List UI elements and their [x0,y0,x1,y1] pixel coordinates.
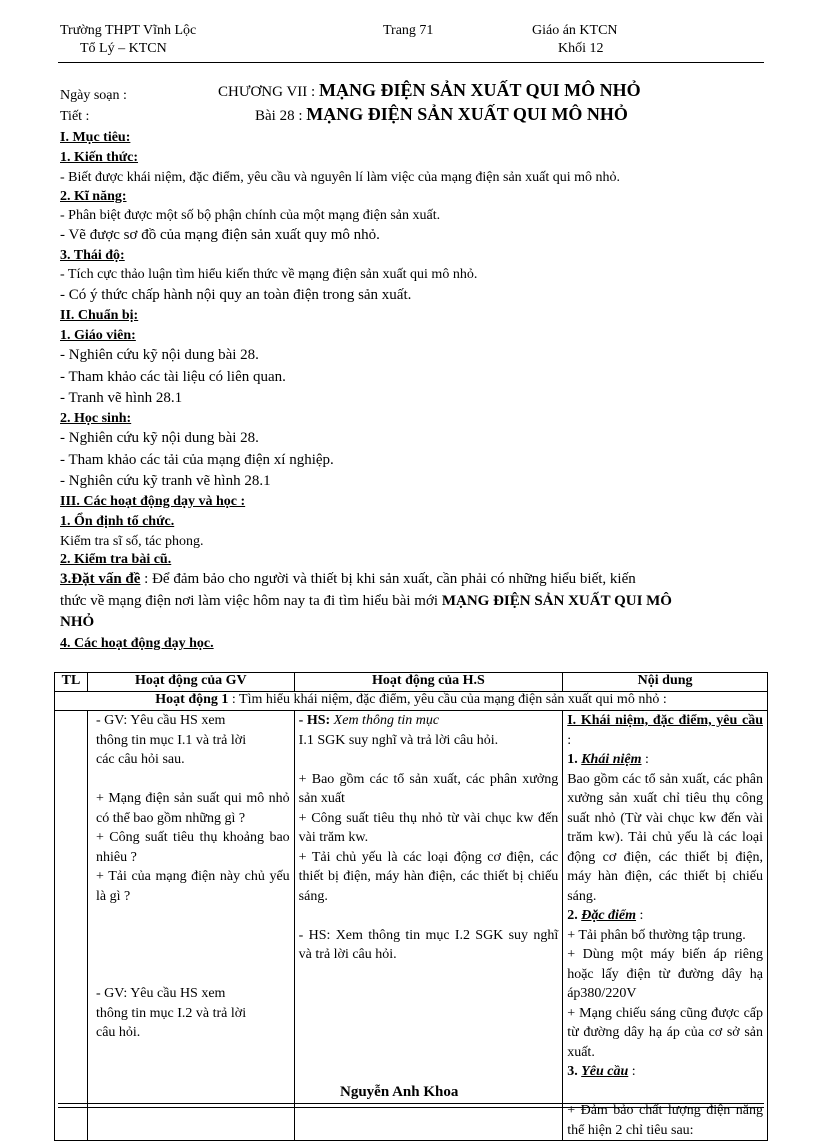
knowledge-item: - Biết được khái niệm, đặc điểm, yêu cầu và nguyên lí làm việc của mạng điện sản xuất qui mô nhỏ. [60,170,621,185]
content-subtitle: Khái niệm [581,752,642,767]
lesson-prefix: Bài 28 : [255,108,303,124]
content-text: Bao gồm các tổ sản xuất, các phân xưởng sản xuất chỉ tiêu thụ công suất nhỏ (Từ vài chục kw đến vài trăm kw). Tải chủ yếu là các loại động cơ điện, các thiết bị điện, máy hàn điện, các thiết bị chiếu sáng. [567,771,763,904]
spacer [96,965,290,985]
student-role: - HS: [298,713,334,728]
content-number: 1. [567,752,582,767]
spacer [96,926,290,946]
teacher-question: + Tải của mạng điện này chủ yếu là gì ? [95,869,290,904]
content-text: + Dùng một máy biến áp riêng hoặc lấy điện từ đường dây hạ áp380/220V [567,947,763,1001]
tl-cell [55,711,88,1141]
skills-item: - Vẽ được sơ đồ của mạng điện sản xuất quy mô nhỏ. [60,227,380,243]
activity-body-row [55,711,768,1141]
activity-text: : Tìm hiểu khái niệm, đặc điểm, yêu cầu của mạng điện sản xuất qui mô nhỏ : [228,692,667,707]
teacher-step: thông tin mục I.2 và trả lời [95,1005,247,1021]
lesson-title [255,104,628,125]
spacer [299,750,559,770]
content-number: 3. [567,1064,582,1079]
spacer [96,945,290,965]
content-subheading [567,750,763,770]
content-colon: : [641,752,649,767]
period-label: Tiết : [60,109,90,124]
content-text: + Tải phân bố thường tập trung. [567,927,746,943]
content-section-title: I. Khái niệm, đặc điểm, yêu cầu [567,713,763,728]
attitude-item: - Tích cực thảo luận tìm hiểu kiến thức về mạng điện sản xuất qui mô nhỏ. [60,267,478,282]
skills-item: - Phân biệt được một số bộ phận chính của một mạng điện sản xuất. [60,208,441,223]
teacher-question: + Mạng điện sản suất qui mô nhỏ có thể bao gồm những gì ? [95,791,290,826]
heading-knowledge: 1. Kiến thức: [60,150,139,165]
content-cell [563,711,768,1141]
intro-text: : Để đảm bảo cho người và thiết bị khi sản xuất, cần phải có những hiểu biết, kiến [140,571,636,587]
subject-name: Giáo án KTCN [532,23,618,38]
content-number: 2. [567,908,582,923]
heading-teaching: 4. Các hoạt động dạy học. [60,636,214,651]
content-heading [567,711,763,750]
section-activities: III. Các hoạt động dạy và học : [60,494,246,509]
content-colon: : [636,908,644,923]
student-answer: + Công suất tiêu thụ nhỏ từ vài chục kw đến vài trăm kw. [298,810,559,845]
col-header-teacher: Hoạt động của GV [87,673,294,692]
heading-check: 2. Kiểm tra bài cũ. [60,552,172,567]
student-action: Xem thông tin mục [333,713,440,728]
attitude-item: - Có ý thức chấp hành nội quy an toàn điện trong sản xuất. [60,287,412,303]
activities-table [54,672,768,1141]
student-item: - Nghiên cứu kỹ nội dung bài 28. [60,430,259,446]
spacer [567,1082,763,1102]
date-label: Ngày soạn : [60,88,127,103]
lesson-name: MẠNG ĐIỆN SẢN XUẤT QUI MÔ NHỎ [306,104,628,124]
intro-line [60,571,760,588]
teacher-step: thông tin mục I.1 và trả lời [95,732,247,748]
heading-teacher: 1. Giáo viên: [60,328,136,343]
col-header-content: Nội dung [563,673,768,692]
page-number: Trang 71 [383,23,434,38]
intro-lesson-name: NHỎ [60,614,95,630]
heading-attitude: 3. Thái độ: [60,248,125,263]
header-divider [58,62,764,63]
student-item: - Tham khảo các tải của mạng điện xí nghiệp. [60,452,334,468]
content-subtitle: Đặc điểm [581,908,637,923]
student-answer: - HS: Xem thông tin mục I.2 SGK suy nghĩ và trả lời câu hỏi. [298,927,559,962]
intro-line [60,593,760,610]
footer-divider [58,1107,764,1108]
student-answer [299,711,559,731]
department-name: Tổ Lý – KTCN [80,41,167,56]
table-header-row [55,673,768,692]
content-subtitle: Yêu cầu [581,1064,629,1079]
teacher-cell [87,711,294,1141]
content-text: + Mạng chiếu sáng cũng được cấp từ đường dây hạ áp của cơ sở sản xuất. [567,1005,763,1060]
student-answer: + Tải chủ yếu là các loại động cơ điện, các thiết bị điện, máy hàn điện, các thiết bị chiếu sáng. [298,849,559,904]
content-colon: : [628,1064,636,1079]
grade-level: Khối 12 [558,41,604,56]
intro-text: thức về mạng điện nơi làm việc hôm nay ta đi tìm hiểu bài mới [60,593,442,609]
spacer [96,906,290,926]
teacher-item: - Nghiên cứu kỹ nội dung bài 28. [60,347,259,363]
student-cell [294,711,563,1141]
chapter-name: MẠNG ĐIỆN SẢN XUẤT QUI MÔ NHỎ [318,80,641,100]
section-objectives: I. Mục tiêu: [60,130,131,145]
teacher-item: - Tranh vẽ hình 28.1 [60,390,183,406]
teacher-step: câu hỏi. [95,1025,141,1040]
school-name: Trường THPT Vĩnh Lộc [60,23,197,38]
content-text: + Đảm bảo chất lượng điện năng thể hiện 2 chỉ tiêu sau: [567,1103,763,1138]
chapter-title [218,80,641,101]
heading-student: 2. Học sinh: [60,411,132,426]
intro-label: 3.Đặt vấn đề [60,571,141,587]
teacher-step: - GV: Yêu cầu HS xem [95,986,226,1001]
content-subheading [567,1062,763,1082]
footer-author: Nguyễn Anh Khoa [340,1084,459,1100]
spacer [299,906,559,926]
intro-line [60,614,760,631]
heading-stabilize: 1. Ổn định tổ chức. [60,514,175,529]
teacher-question: + Công suất tiêu thụ khoảng bao nhiêu ? [95,830,290,865]
col-header-tl: TL [55,673,88,692]
chapter-prefix: CHƯƠNG VII : [218,84,316,100]
footer-divider [58,1103,764,1104]
student-answer: + Bao gồm các tổ sản xuất, các phân xưởng sản xuất [298,771,559,806]
intro-lesson-name: MẠNG ĐIỆN SẢN XUẤT QUI MÔ [441,593,672,609]
content-colon: : [567,732,572,748]
activity-title-row [55,692,768,711]
spacer [96,770,290,790]
student-answer: I.1 SGK suy nghĩ và trả lời câu hỏi. [298,732,499,748]
activity-label: Hoạt động 1 [155,692,229,707]
col-header-student: Hoạt động của H.S [294,673,563,692]
student-item: - Nghiên cứu kỹ tranh vẽ hình 28.1 [60,473,271,489]
activity-title [55,692,768,711]
section-preparation: II. Chuẩn bị: [60,308,139,323]
stabilize-item: Kiểm tra sĩ số, tác phong. [60,534,204,549]
heading-skills: 2. Kĩ năng: [60,189,127,204]
teacher-step: - GV: Yêu cầu HS xem [95,713,226,728]
teacher-step: các câu hỏi sau. [95,752,185,767]
teacher-item: - Tham khảo các tài liệu có liên quan. [60,369,286,385]
content-subheading [567,906,763,926]
